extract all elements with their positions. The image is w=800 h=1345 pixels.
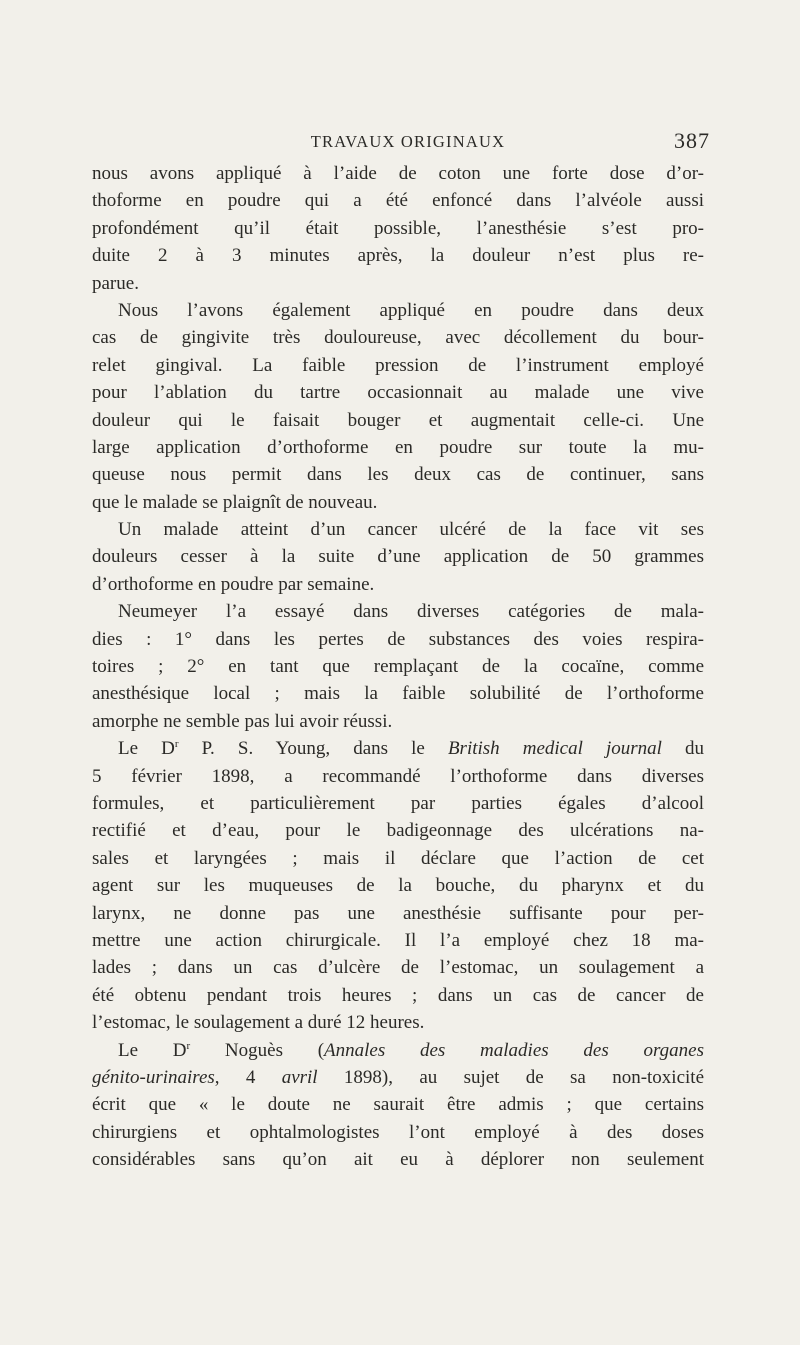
text-line	[92, 1009, 704, 1036]
text-line	[92, 735, 704, 762]
text-span: P. S. Young, dans le	[178, 738, 448, 760]
text-span: Un malade atteint d’un cancer ulcéré de la face vit ses	[118, 519, 704, 541]
text-line	[92, 160, 704, 187]
text-line	[92, 270, 704, 297]
text-span: Neumeyer l’a essayé dans diverses catégories de mala-	[118, 601, 704, 623]
text-line	[92, 489, 704, 516]
body-text	[92, 160, 704, 1173]
text-line	[92, 297, 704, 324]
text-line	[92, 653, 704, 680]
text-span: mettre une action chirurgicale. Il l’a employé chez 18 ma-	[92, 929, 704, 951]
text-span: rectifié et d’eau, pour le badigeonnage des ulcérations na-	[92, 820, 704, 842]
text-line	[92, 708, 704, 735]
text-line	[92, 352, 704, 379]
italic-text: Annales des maladies des organes	[324, 1039, 704, 1061]
text-span: douleur qui le faisait bouger et augmentait celle-ci. Une	[92, 409, 704, 431]
text-span: Le D	[118, 1039, 187, 1061]
text-line	[92, 900, 704, 927]
text-line	[92, 379, 704, 406]
text-span: chirurgiens et ophtalmologistes l’ont employé à des doses	[92, 1121, 704, 1143]
text-span: agent sur les muqueuses de la bouche, du pharynx et du	[92, 875, 704, 897]
italic-text: avril	[281, 1066, 318, 1088]
text-line	[92, 680, 704, 707]
text-span: , 4	[214, 1066, 282, 1088]
text-span: cas de gingivite très douloureuse, avec décollement du bour-	[92, 327, 704, 349]
text-line	[92, 626, 704, 653]
text-line	[92, 845, 704, 872]
text-line	[92, 407, 704, 434]
text-span: Noguès (	[190, 1039, 325, 1061]
text-line	[92, 1091, 704, 1118]
text-span: du	[661, 738, 704, 760]
text-span: considérables sans qu’on ait eu à déplorer non seulement	[92, 1149, 704, 1171]
text-line	[92, 324, 704, 351]
text-line	[92, 543, 704, 570]
superscript: r	[186, 1039, 191, 1052]
text-line	[92, 954, 704, 981]
superscript: r	[174, 738, 179, 751]
text-line	[92, 790, 704, 817]
text-line	[92, 242, 704, 269]
text-span: sales et laryngées ; mais il déclare que l’action de cet	[92, 847, 704, 869]
text-line	[92, 1146, 704, 1173]
text-span: parue.	[92, 272, 139, 294]
text-span: Nous l’avons également appliqué en poudre dans deux	[118, 299, 704, 321]
page-number: 387	[674, 128, 710, 153]
text-span: écrit que « le doute ne saurait être admis ; que certains	[92, 1094, 704, 1116]
text-span: thoforme en poudre qui a été enfoncé dans l’alvéole aussi	[92, 190, 704, 212]
text-line	[92, 763, 704, 790]
text-span: large application d’orthoforme en poudre sur toute la mu-	[92, 436, 704, 458]
text-span: 1898), au sujet de sa non-toxicité	[317, 1066, 704, 1088]
text-line	[92, 215, 704, 242]
text-span: nous avons appliqué à l’aide de coton une forte dose d’or-	[92, 163, 704, 184]
text-line	[92, 1119, 704, 1146]
text-span: queuse nous permit dans les deux cas de continuer, sans	[92, 464, 704, 486]
text-span: formules, et particulièrement par parties égales d’alcool	[92, 792, 704, 814]
text-span: dies : 1° dans les pertes de substances des voies respira-	[92, 628, 704, 650]
italic-text: British medical journal	[447, 738, 662, 760]
text-span: profondément qu’il était possible, l’anesthésie s’est pro-	[92, 217, 704, 239]
text-line	[92, 461, 704, 488]
running-title: TRAVAUX ORIGINAUX	[310, 132, 506, 151]
text-line	[92, 434, 704, 461]
text-span: lades ; dans un cas d’ulcère de l’estomac, un soulagement a	[92, 957, 704, 979]
text-line	[92, 516, 704, 543]
italic-text: génito-urinaires	[92, 1066, 215, 1088]
text-line	[92, 1037, 704, 1064]
text-line	[92, 187, 704, 214]
text-span: duite 2 à 3 minutes après, la douleur n’est plus re-	[92, 245, 704, 267]
text-span: d’orthoforme en poudre par semaine.	[92, 573, 375, 595]
text-span: l’estomac, le soulagement a duré 12 heures.	[92, 1012, 425, 1034]
text-line	[92, 817, 704, 844]
text-line	[92, 598, 704, 625]
text-line	[92, 571, 704, 598]
text-line	[92, 927, 704, 954]
text-span: 5 février 1898, a recommandé l’orthoforme dans diverses	[92, 765, 704, 787]
text-span: anesthésique local ; mais la faible solubilité de l’orthoforme	[92, 683, 704, 705]
text-span: douleurs cesser à la suite d’une application de 50 grammes	[92, 546, 704, 568]
text-line	[92, 872, 704, 899]
text-span: que le malade se plaignît de nouveau.	[92, 491, 378, 513]
text-span: Le D	[118, 738, 175, 760]
running-head	[92, 128, 710, 158]
text-span: relet gingival. La faible pression de l’instrument employé	[92, 354, 704, 376]
text-span: été obtenu pendant trois heures ; dans un cas de cancer de	[92, 984, 704, 1006]
text-span: larynx, ne donne pas une anesthésie suffisante pour per-	[92, 902, 704, 924]
text-span: pour l’ablation du tartre occasionnait au malade une vive	[92, 382, 704, 404]
text-span: toires ; 2° en tant que remplaçant de la cocaïne, comme	[92, 656, 704, 678]
text-span: amorphe ne semble pas lui avoir réussi.	[92, 710, 393, 732]
text-line	[92, 1064, 704, 1091]
text-line	[92, 982, 704, 1009]
